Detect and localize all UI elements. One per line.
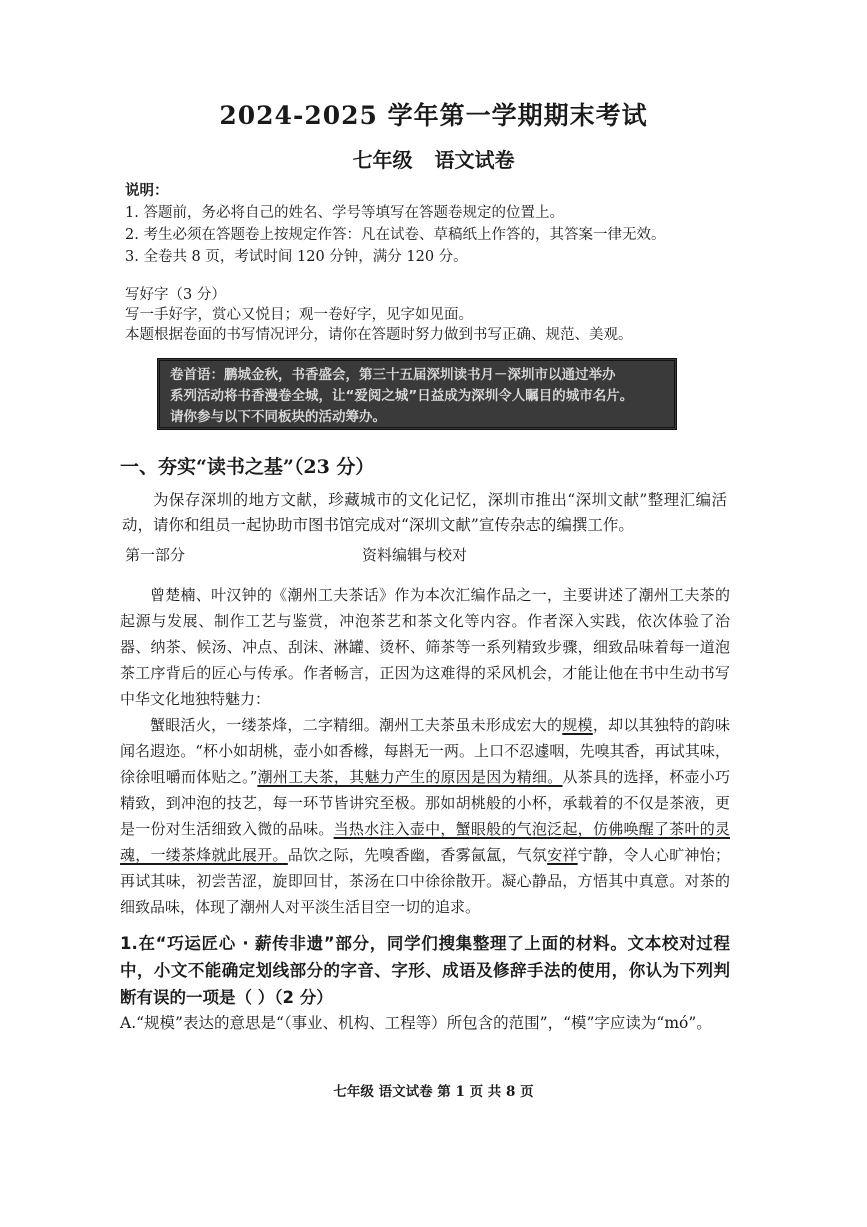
passage-paragraph: 曾楚楠、叶汉钟的《潮州工夫茶话》作为本次汇编作品之一，主要讲述了潮州工夫茶的起源与发展、制作工艺与鉴赏，冲泡茶艺和茶文化等内容。作者深入实践，依次体验了治器、纳茶、候汤、冲点、刮沫、淋罐、烫杯、筛茶等一系列精致步骤，细致品味着每一道泡茶工序背后的匠心与传承。作者畅言，正因为这难得的采风机会，才能让他在书中生动书写中华文化地独特魅力： [120,586,730,708]
passage-text: 蟹眼活火，一缕茶烽，二字精细。潮州工夫茶虽未形成宏大的 [150,716,563,734]
passage-text: 从茶具的选择，杯壶小巧精致，到冲泡的技艺，每一环节皆讲究至极。那如胡桃般的小杯，承载着的不仅是茶液，更是一份对生活细致入微的品味。 [120,768,730,838]
preface-banner [157,358,677,430]
underlined-term: 安祥 [547,846,578,864]
passage-paragraph [120,712,730,920]
section-intro: 为保存深圳的地方文献，珍藏城市的文化记忆，深圳市推出“深圳文献”整理汇编活动，请你和组员一起协助市图书馆完成对“深圳文献”宣传杂志的编撰工作。 [122,491,727,534]
question-option-a: A.“规模”表达的意思是“（事业、机构、工程等）所包含的范围”，“模”字应读为“mó”。 [120,1014,712,1032]
passage-text: 宁静，令人心旷神怡；再试其味，初尝苦涩，旋即回甘，茶汤在口中徐徐散开。凝心静品，方悟其中真意。对茶的细致品味，体现了潮州人对平淡生活目空一切的追求。 [120,846,730,916]
section-title: 一、夯实“读书之基”（23 分） [120,456,375,478]
underlined-sentence: 潮州工夫茶，其魅力产生的原因是因为精细。 [257,768,563,786]
banner-line: 卷首语：鹏城金秋，书香盛会，第三十五届深圳读书月－深圳市以通过举办 [170,367,616,383]
underlined-term: 规模 [562,716,593,734]
instruction-item: 2. 考生必须在答题卷上按规定作答：凡在试卷、草稿纸上作答的，其答案一律无效。 [125,227,666,243]
instructions-heading: 说明： [125,182,169,199]
passage-text: 品饮之际，先嗅香幽，香雾氤氲，气氛 [287,846,548,864]
page-footer: 七年级 语文试卷 第 1 页 共 8 页 [333,1084,534,1100]
subject-label: 语文试卷 [434,148,515,172]
banner-line: 请你参与以下不同板块的活动筹办。 [170,409,386,425]
handwriting-line: 本题根据卷面的书写情况评分，请你在答题时努力做到书写正确、规范、美观。 [125,327,633,343]
exam-subtitle [0,144,867,173]
handwriting-heading: 写好字（3 分） [125,287,226,303]
banner-line: 系列活动将书香漫卷全城，让“爱阅之城”日益成为深圳令人瞩目的城市名片。 [170,388,634,404]
handwriting-line: 写一手好字，赏心又悦目；观一卷好字，见字如见面。 [125,307,473,323]
instruction-item: 1. 答题前，务必将自己的姓名、学号等填写在答题卷规定的位置上。 [125,205,564,221]
part-label: 第一部分 [125,546,186,564]
underlined-sentence: 当热水注入壶中，蟹眼般的气泡泛起，仿佛唤醒了茶叶的灵魂，一缕茶烽就此展开。 [120,820,730,864]
question-stem: 1.在“巧运匠心 · 薪传非遗”部分，同学们搜集整理了上面的材料。文本校对过程中，小文不能确定划线部分的字音、字形、成语及修辞手法的使用，你认为下列判断有误的一项是（ ）（2 分） [120,934,730,1007]
instruction-item: 3. 全卷共 8 页，考试时间 120 分钟，满分 120 分。 [125,249,468,265]
passage-text: ，却以其独特的韵味闻名遐迩。“杯小如胡桃，壶小如香橼，每斟无一两。上口不忍遽咽，先嗅其香，再试其味，徐徐咀嚼而体贴之。” [120,716,730,786]
grade-label: 七年级 [352,148,413,172]
exam-title: 2024-2025 学年第一学期期末考试 [219,101,648,130]
part-title: 资料编辑与校对 [362,546,468,564]
